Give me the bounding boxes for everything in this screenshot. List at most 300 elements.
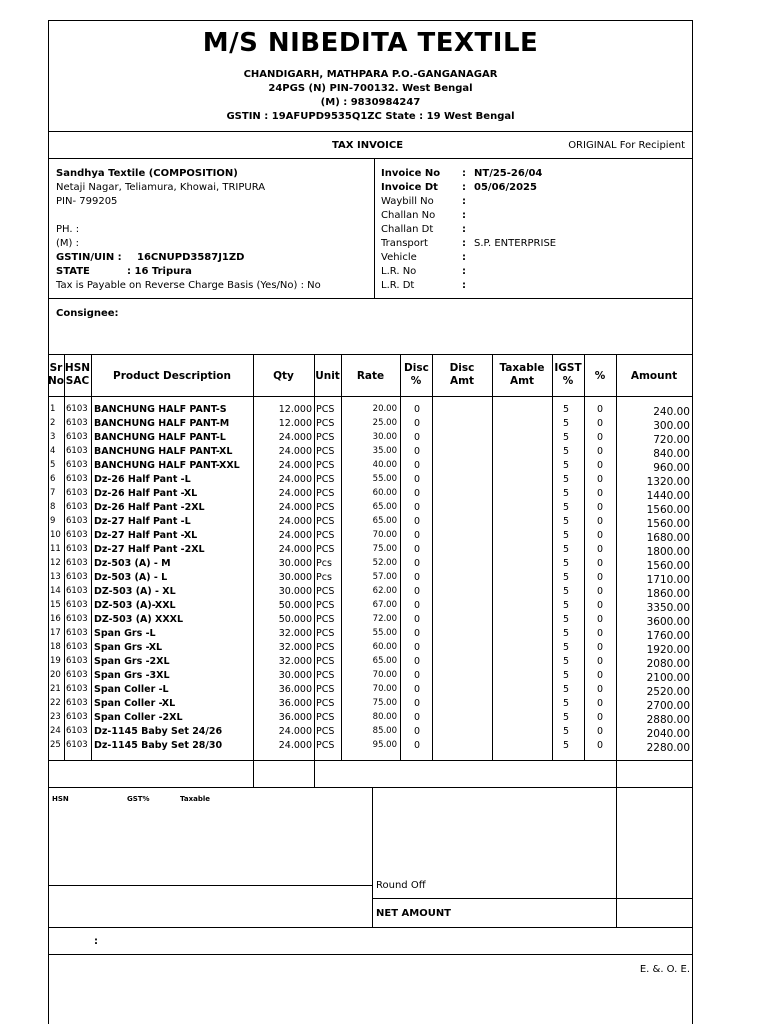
cell-igst: 5 bbox=[563, 642, 570, 653]
cell-hsn: 6103 bbox=[66, 488, 88, 498]
cell-hsn: 6103 bbox=[66, 404, 88, 414]
cell-pct: 0 bbox=[597, 474, 604, 485]
cell-disc: 0 bbox=[414, 572, 421, 583]
cell-qty: 24.000 bbox=[278, 740, 312, 751]
cell-igst: 5 bbox=[563, 726, 570, 737]
rule bbox=[48, 354, 693, 355]
cell-amount: 1560.00 bbox=[646, 504, 690, 516]
cell-disc: 0 bbox=[414, 600, 421, 611]
cell-sr: 5 bbox=[50, 460, 56, 470]
cell-desc: Dz-27 Half Pant -L bbox=[94, 516, 191, 527]
cell-pct: 0 bbox=[597, 586, 604, 597]
table-row bbox=[48, 430, 693, 444]
cell-hsn: 6103 bbox=[66, 670, 88, 680]
cell-qty: 12.000 bbox=[278, 418, 312, 429]
cell-desc: BANCHUNG HALF PANT-S bbox=[94, 404, 227, 415]
cell-sr: 22 bbox=[50, 698, 61, 708]
cell-disc: 0 bbox=[414, 628, 421, 639]
cell-qty: 36.000 bbox=[278, 698, 312, 709]
cell-pct: 0 bbox=[597, 670, 604, 681]
invoice-type: TAX INVOICE bbox=[332, 140, 404, 151]
cell-disc: 0 bbox=[414, 740, 421, 751]
cell-amount: 2280.00 bbox=[646, 742, 690, 754]
cell-hsn: 6103 bbox=[66, 418, 88, 428]
col-rate: Rate bbox=[356, 370, 385, 382]
cell-disc: 0 bbox=[414, 698, 421, 709]
summary-gst-label: GST% bbox=[127, 795, 150, 803]
cell-pct: 0 bbox=[597, 558, 604, 569]
table-row bbox=[48, 598, 693, 612]
cell-amount: 1560.00 bbox=[646, 518, 690, 530]
cell-pct: 0 bbox=[597, 530, 604, 541]
cell-pct: 0 bbox=[597, 642, 604, 653]
cell-amount: 2520.00 bbox=[646, 686, 690, 698]
cell-pct: 0 bbox=[597, 572, 604, 583]
cell-unit: PCS bbox=[316, 698, 335, 709]
rule bbox=[48, 396, 693, 397]
cell-pct: 0 bbox=[597, 544, 604, 555]
meta-label: Transport bbox=[381, 238, 428, 249]
cell-disc: 0 bbox=[414, 418, 421, 429]
cell-rate: 62.00 bbox=[372, 586, 397, 596]
cell-amount: 2700.00 bbox=[646, 700, 690, 712]
cell-sr: 24 bbox=[50, 726, 61, 736]
table-row bbox=[48, 612, 693, 626]
cell-rate: 52.00 bbox=[372, 558, 397, 568]
cell-hsn: 6103 bbox=[66, 642, 88, 652]
cell-rate: 65.00 bbox=[372, 502, 397, 512]
cell-rate: 72.00 bbox=[372, 614, 397, 624]
cell-unit: PCS bbox=[316, 516, 335, 527]
table-row bbox=[48, 514, 693, 528]
cell-unit: PCS bbox=[316, 642, 335, 653]
table-row bbox=[48, 472, 693, 486]
cell-qty: 30.000 bbox=[278, 572, 312, 583]
cell-igst: 5 bbox=[563, 698, 570, 709]
cell-sr: 2 bbox=[50, 418, 56, 428]
col-disc: Disc % bbox=[404, 362, 429, 387]
net-amount-label: NET AMOUNT bbox=[376, 908, 452, 919]
cell-qty: 30.000 bbox=[278, 670, 312, 681]
cell-sr: 23 bbox=[50, 712, 61, 722]
table-row bbox=[48, 570, 693, 584]
cell-unit: PCS bbox=[316, 628, 335, 639]
company-address-2: 24PGS (N) PIN-700132. West Bengal bbox=[268, 83, 473, 94]
cell-disc: 0 bbox=[414, 474, 421, 485]
meta-colon: : bbox=[462, 168, 466, 179]
cell-pct: 0 bbox=[597, 614, 604, 625]
cell-igst: 5 bbox=[563, 614, 570, 625]
cell-igst: 5 bbox=[563, 516, 570, 527]
cell-sr: 14 bbox=[50, 586, 61, 596]
cell-sr: 17 bbox=[50, 628, 61, 638]
cell-unit: PCS bbox=[316, 726, 335, 737]
col-hsn: HSN SAC bbox=[64, 362, 91, 387]
table-row bbox=[48, 500, 693, 514]
cell-hsn: 6103 bbox=[66, 712, 88, 722]
cell-disc: 0 bbox=[414, 488, 421, 499]
cell-hsn: 6103 bbox=[66, 698, 88, 708]
cell-rate: 40.00 bbox=[372, 460, 397, 470]
table-row bbox=[48, 626, 693, 640]
cell-disc: 0 bbox=[414, 712, 421, 723]
cell-sr: 20 bbox=[50, 670, 61, 680]
meta-colon: : bbox=[462, 224, 466, 235]
summary-hsn-label: HSN bbox=[52, 795, 69, 803]
cell-hsn: 6103 bbox=[66, 628, 88, 638]
col-amount: Amount bbox=[630, 370, 678, 382]
cell-desc: BANCHUNG HALF PANT-M bbox=[94, 418, 230, 429]
company-address-1: CHANDIGARH, MATHPARA P.O.-GANGANAGAR bbox=[243, 69, 498, 80]
cell-sr: 15 bbox=[50, 600, 61, 610]
cell-desc: Span Coller -2XL bbox=[94, 712, 183, 723]
cell-hsn: 6103 bbox=[66, 600, 88, 610]
cell-qty: 24.000 bbox=[278, 726, 312, 737]
cell-desc: DZ-503 (A) XXXL bbox=[94, 614, 184, 625]
cell-sr: 21 bbox=[50, 684, 61, 694]
cell-rate: 95.00 bbox=[372, 740, 397, 750]
table-row bbox=[48, 654, 693, 668]
table-row bbox=[48, 444, 693, 458]
table-row bbox=[48, 584, 693, 598]
cell-hsn: 6103 bbox=[66, 740, 88, 750]
col-igst: IGST % bbox=[554, 362, 582, 387]
cell-desc: BANCHUNG HALF PANT-XL bbox=[94, 446, 233, 457]
buyer-state: : 16 Tripura bbox=[127, 266, 192, 277]
cell-sr: 25 bbox=[50, 740, 61, 750]
frame-top bbox=[48, 20, 693, 21]
company-gstin: GSTIN : 19AFUPD9535Q1ZC State : 19 West Bengal bbox=[226, 111, 515, 122]
cell-pct: 0 bbox=[597, 684, 604, 695]
cell-sr: 11 bbox=[50, 544, 61, 554]
cell-qty: 24.000 bbox=[278, 502, 312, 513]
table-row bbox=[48, 724, 693, 738]
col-sr: Sr No bbox=[48, 362, 65, 387]
cell-hsn: 6103 bbox=[66, 460, 88, 470]
cell-igst: 5 bbox=[563, 488, 570, 499]
cell-qty: 24.000 bbox=[278, 474, 312, 485]
cell-hsn: 6103 bbox=[66, 432, 88, 442]
cell-desc: Dz-1145 Baby Set 28/30 bbox=[94, 740, 223, 751]
cell-unit: Pcs bbox=[316, 558, 332, 569]
cell-rate: 67.00 bbox=[372, 600, 397, 610]
cell-sr: 4 bbox=[50, 446, 56, 456]
buyer-gstin-label: GSTIN/UIN : bbox=[56, 252, 122, 263]
cell-disc: 0 bbox=[414, 670, 421, 681]
rule bbox=[48, 954, 693, 955]
cell-qty: 24.000 bbox=[278, 488, 312, 499]
table-row bbox=[48, 668, 693, 682]
company-name: M/S NIBEDITA TEXTILE bbox=[202, 28, 539, 58]
cell-amount: 840.00 bbox=[653, 448, 690, 460]
cell-amount: 1680.00 bbox=[646, 532, 690, 544]
cell-rate: 75.00 bbox=[372, 698, 397, 708]
cell-unit: PCS bbox=[316, 544, 335, 555]
table-row bbox=[48, 416, 693, 430]
table-row bbox=[48, 528, 693, 542]
table-row bbox=[48, 542, 693, 556]
cell-hsn: 6103 bbox=[66, 684, 88, 694]
col-pct: % bbox=[594, 370, 606, 382]
cell-rate: 65.00 bbox=[372, 656, 397, 666]
cell-qty: 30.000 bbox=[278, 586, 312, 597]
cell-unit: PCS bbox=[316, 502, 335, 513]
cell-disc: 0 bbox=[414, 684, 421, 695]
cell-igst: 5 bbox=[563, 502, 570, 513]
meta-value: 05/06/2025 bbox=[474, 182, 537, 193]
cell-rate: 70.00 bbox=[372, 530, 397, 540]
cell-unit: PCS bbox=[316, 684, 335, 695]
company-mobile: (M) : 9830984247 bbox=[320, 97, 421, 108]
meta-colon: : bbox=[462, 252, 466, 263]
buyer-gstin: 16CNUPD3587J1ZD bbox=[137, 252, 245, 263]
cell-rate: 55.00 bbox=[372, 628, 397, 638]
cell-sr: 10 bbox=[50, 530, 61, 540]
rule bbox=[48, 131, 693, 132]
cell-amount: 1800.00 bbox=[646, 546, 690, 558]
meta-colon: : bbox=[462, 182, 466, 193]
cell-qty: 24.000 bbox=[278, 432, 312, 443]
cell-amount: 1860.00 bbox=[646, 588, 690, 600]
cell-rate: 20.00 bbox=[372, 404, 397, 414]
cell-unit: PCS bbox=[316, 460, 335, 471]
cell-desc: Span Coller -L bbox=[94, 684, 169, 695]
cell-disc: 0 bbox=[414, 530, 421, 541]
cell-amount: 1710.00 bbox=[646, 574, 690, 586]
meta-colon: : bbox=[462, 280, 466, 291]
cell-rate: 65.00 bbox=[372, 516, 397, 526]
cell-hsn: 6103 bbox=[66, 726, 88, 736]
cell-unit: PCS bbox=[316, 488, 335, 499]
cell-qty: 24.000 bbox=[278, 530, 312, 541]
table-row bbox=[48, 710, 693, 724]
meta-label: L.R. Dt bbox=[381, 280, 415, 291]
cell-qty: 30.000 bbox=[278, 558, 312, 569]
cell-igst: 5 bbox=[563, 446, 570, 457]
cell-rate: 70.00 bbox=[372, 684, 397, 694]
meta-value: NT/25-26/04 bbox=[474, 168, 543, 179]
cell-disc: 0 bbox=[414, 516, 421, 527]
cell-unit: PCS bbox=[316, 586, 335, 597]
cell-rate: 60.00 bbox=[372, 642, 397, 652]
cell-qty: 50.000 bbox=[278, 614, 312, 625]
cell-igst: 5 bbox=[563, 656, 570, 667]
cell-sr: 3 bbox=[50, 432, 56, 442]
cell-unit: PCS bbox=[316, 670, 335, 681]
cell-disc: 0 bbox=[414, 432, 421, 443]
amount-in-words-colon: : bbox=[94, 936, 98, 947]
eoe-label: E. &. O. E. bbox=[639, 964, 690, 975]
cell-rate: 75.00 bbox=[372, 544, 397, 554]
buyer-pin: PIN- 799205 bbox=[56, 196, 118, 207]
cell-hsn: 6103 bbox=[66, 656, 88, 666]
cell-disc: 0 bbox=[414, 726, 421, 737]
col-description: Product Description bbox=[113, 370, 231, 382]
cell-disc: 0 bbox=[414, 446, 421, 457]
cell-hsn: 6103 bbox=[66, 572, 88, 582]
cell-igst: 5 bbox=[563, 600, 570, 611]
cell-hsn: 6103 bbox=[66, 614, 88, 624]
meta-label: Challan Dt bbox=[381, 224, 434, 235]
reverse-charge: Tax is Payable on Reverse Charge Basis (Yes/No) : No bbox=[56, 280, 321, 291]
cell-desc: Span Grs -3XL bbox=[94, 670, 170, 681]
cell-unit: PCS bbox=[316, 614, 335, 625]
cell-amount: 3350.00 bbox=[646, 602, 690, 614]
cell-desc: Span Grs -L bbox=[94, 628, 156, 639]
meta-label: Vehicle bbox=[381, 252, 417, 263]
meta-colon: : bbox=[462, 196, 466, 207]
cell-amount: 300.00 bbox=[653, 420, 690, 432]
table-row bbox=[48, 682, 693, 696]
cell-desc: Dz-503 (A) - M bbox=[94, 558, 171, 569]
cell-sr: 16 bbox=[50, 614, 61, 624]
cell-qty: 32.000 bbox=[278, 642, 312, 653]
cell-pct: 0 bbox=[597, 460, 604, 471]
cell-disc: 0 bbox=[414, 586, 421, 597]
cell-desc: BANCHUNG HALF PANT-L bbox=[94, 432, 226, 443]
cell-qty: 12.000 bbox=[278, 404, 312, 415]
rule bbox=[48, 927, 693, 928]
cell-pct: 0 bbox=[597, 726, 604, 737]
cell-desc: Dz-26 Half Pant -2XL bbox=[94, 502, 205, 513]
rule bbox=[48, 760, 693, 761]
cell-sr: 8 bbox=[50, 502, 56, 512]
cell-sr: 7 bbox=[50, 488, 56, 498]
copy-label: ORIGINAL For Recipient bbox=[568, 140, 685, 151]
cell-hsn: 6103 bbox=[66, 502, 88, 512]
cell-sr: 9 bbox=[50, 516, 56, 526]
cell-pct: 0 bbox=[597, 418, 604, 429]
meta-label: Invoice Dt bbox=[381, 182, 438, 193]
cell-qty: 24.000 bbox=[278, 516, 312, 527]
cell-pct: 0 bbox=[597, 712, 604, 723]
meta-colon: : bbox=[462, 210, 466, 221]
cell-sr: 19 bbox=[50, 656, 61, 666]
buyer-mobile: (M) : bbox=[56, 238, 79, 249]
cell-igst: 5 bbox=[563, 712, 570, 723]
cell-desc: DZ-503 (A)-XXL bbox=[94, 600, 176, 611]
table-row bbox=[48, 402, 693, 416]
table-row bbox=[48, 486, 693, 500]
cell-desc: Dz-26 Half Pant -XL bbox=[94, 488, 198, 499]
cell-unit: PCS bbox=[316, 600, 335, 611]
cell-unit: PCS bbox=[316, 446, 335, 457]
cell-qty: 32.000 bbox=[278, 628, 312, 639]
cell-sr: 1 bbox=[50, 404, 56, 414]
table-row bbox=[48, 458, 693, 472]
meta-value: S.P. ENTERPRISE bbox=[474, 238, 557, 249]
cell-rate: 85.00 bbox=[372, 726, 397, 736]
cell-igst: 5 bbox=[563, 558, 570, 569]
cell-rate: 35.00 bbox=[372, 446, 397, 456]
round-off-label: Round Off bbox=[376, 880, 426, 891]
cell-igst: 5 bbox=[563, 586, 570, 597]
cell-hsn: 6103 bbox=[66, 530, 88, 540]
cell-amount: 1920.00 bbox=[646, 644, 690, 656]
col-taxable: Taxable Amt bbox=[499, 362, 545, 387]
buyer-phone: PH. : bbox=[56, 224, 80, 235]
cell-amount: 2100.00 bbox=[646, 672, 690, 684]
cell-amount: 960.00 bbox=[653, 462, 690, 474]
rule bbox=[372, 898, 693, 899]
cell-amount: 1320.00 bbox=[646, 476, 690, 488]
cell-amount: 2040.00 bbox=[646, 728, 690, 740]
rule bbox=[48, 787, 693, 788]
cell-pct: 0 bbox=[597, 432, 604, 443]
table-row bbox=[48, 640, 693, 654]
table-row bbox=[48, 738, 693, 752]
cell-pct: 0 bbox=[597, 516, 604, 527]
cell-disc: 0 bbox=[414, 642, 421, 653]
cell-unit: PCS bbox=[316, 656, 335, 667]
cell-pct: 0 bbox=[597, 404, 604, 415]
cell-hsn: 6103 bbox=[66, 446, 88, 456]
cell-sr: 12 bbox=[50, 558, 61, 568]
cell-desc: Dz-1145 Baby Set 24/26 bbox=[94, 726, 223, 737]
buyer-address: Netaji Nagar, Teliamura, Khowai, TRIPURA bbox=[56, 182, 266, 193]
consignee-label: Consignee: bbox=[56, 308, 119, 319]
cell-pct: 0 bbox=[597, 740, 604, 751]
table-row bbox=[48, 696, 693, 710]
col-unit: Unit bbox=[315, 370, 340, 382]
cell-hsn: 6103 bbox=[66, 516, 88, 526]
cell-unit: PCS bbox=[316, 432, 335, 443]
cell-igst: 5 bbox=[563, 418, 570, 429]
cell-amount: 2080.00 bbox=[646, 658, 690, 670]
cell-amount: 1560.00 bbox=[646, 560, 690, 572]
cell-disc: 0 bbox=[414, 656, 421, 667]
cell-igst: 5 bbox=[563, 628, 570, 639]
cell-qty: 24.000 bbox=[278, 446, 312, 457]
cell-qty: 24.000 bbox=[278, 544, 312, 555]
cell-igst: 5 bbox=[563, 544, 570, 555]
cell-unit: PCS bbox=[316, 474, 335, 485]
rule bbox=[48, 885, 373, 886]
meta-colon: : bbox=[462, 238, 466, 249]
cell-pct: 0 bbox=[597, 502, 604, 513]
cell-hsn: 6103 bbox=[66, 474, 88, 484]
cell-sr: 13 bbox=[50, 572, 61, 582]
meta-colon: : bbox=[462, 266, 466, 277]
cell-amount: 240.00 bbox=[653, 406, 690, 418]
cell-desc: Span Grs -XL bbox=[94, 642, 163, 653]
rule bbox=[372, 787, 373, 928]
cell-igst: 5 bbox=[563, 432, 570, 443]
cell-amount: 3600.00 bbox=[646, 616, 690, 628]
col-qty: Qty bbox=[273, 370, 294, 382]
cell-rate: 55.00 bbox=[372, 474, 397, 484]
cell-desc: Dz-27 Half Pant -2XL bbox=[94, 544, 205, 555]
buyer-state-label: STATE bbox=[56, 266, 90, 277]
cell-unit: PCS bbox=[316, 712, 335, 723]
cell-igst: 5 bbox=[563, 740, 570, 751]
cell-igst: 5 bbox=[563, 474, 570, 485]
cell-disc: 0 bbox=[414, 502, 421, 513]
buyer-name: Sandhya Textile (COMPOSITION) bbox=[56, 168, 238, 179]
meta-label: Challan No bbox=[381, 210, 436, 221]
cell-disc: 0 bbox=[414, 614, 421, 625]
cell-unit: PCS bbox=[316, 530, 335, 541]
cell-hsn: 6103 bbox=[66, 558, 88, 568]
cell-rate: 60.00 bbox=[372, 488, 397, 498]
cell-hsn: 6103 bbox=[66, 544, 88, 554]
meta-label: Waybill No bbox=[381, 196, 434, 207]
cell-pct: 0 bbox=[597, 698, 604, 709]
cell-qty: 36.000 bbox=[278, 684, 312, 695]
cell-igst: 5 bbox=[563, 530, 570, 541]
col-disc-amt: Disc Amt bbox=[449, 362, 475, 387]
cell-rate: 25.00 bbox=[372, 418, 397, 428]
